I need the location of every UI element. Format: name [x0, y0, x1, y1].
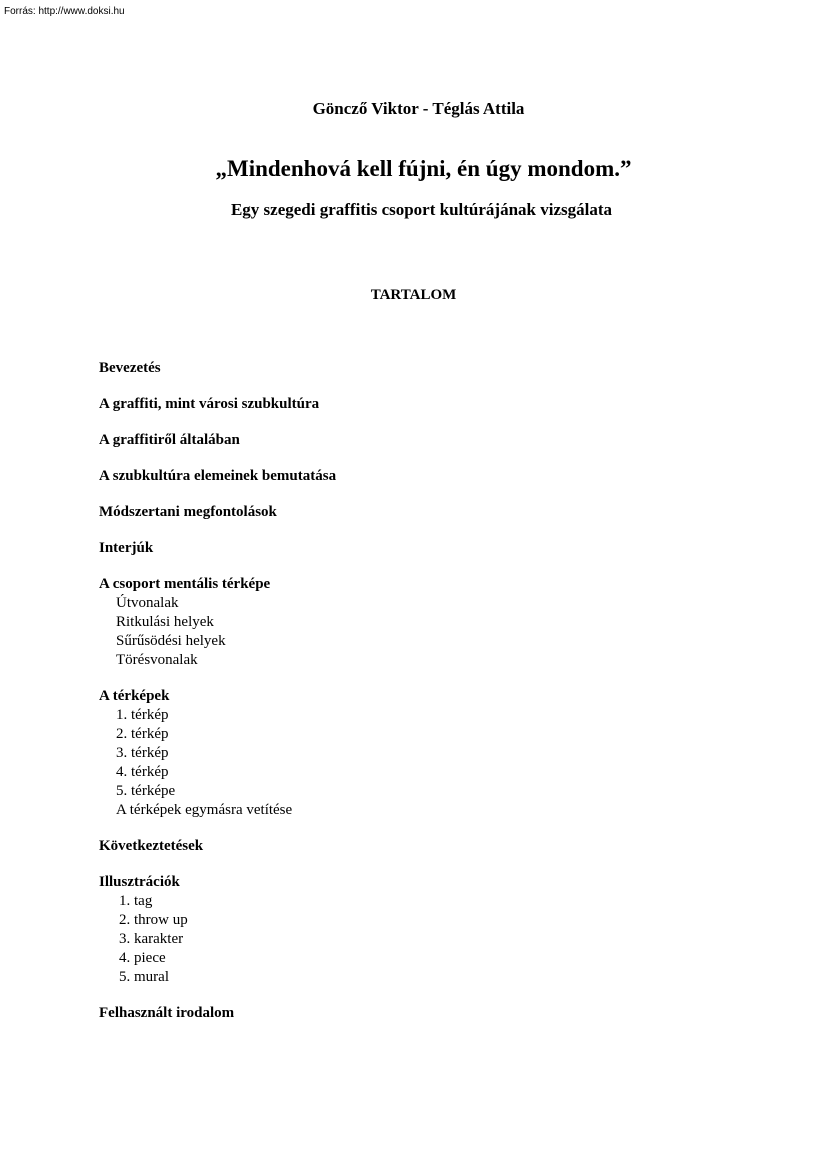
toc-section: [99, 837, 739, 856]
toc-entry: A szubkultúra elemeinek bemutatása: [99, 468, 337, 484]
toc-entry: Interjúk: [99, 540, 154, 556]
toc-subentry: 1. térkép: [116, 707, 169, 723]
toc-entry: A graffiti, mint városi szubkultúra: [99, 396, 320, 412]
toc-subentry: Útvonalak: [116, 595, 179, 611]
toc-subentry: 4. térkép: [116, 764, 169, 780]
toc-section: [99, 359, 739, 378]
toc-entry: Következtetések: [99, 838, 204, 854]
toc-entry: A csoport mentális térképe: [99, 576, 271, 592]
toc-entry: A térképek: [99, 688, 170, 704]
authors: Göncző Viktor - Téglás Attila: [312, 99, 525, 118]
toc-heading: TARTALOM: [370, 287, 457, 303]
toc-subentry: 5. mural: [119, 969, 169, 985]
toc-subentry: 2. throw up: [119, 912, 188, 928]
toc-section: [99, 687, 739, 820]
toc-entry: A graffitiről általában: [99, 432, 240, 448]
toc-subentry: 5. térképe: [116, 783, 176, 799]
toc-subentry: 3. térkép: [116, 745, 169, 761]
toc-section: [99, 467, 739, 486]
document-title: „Mindenhová kell fújni, én úgy mondom.”: [215, 156, 632, 181]
table-of-contents: [99, 359, 739, 1040]
toc-subentry: 4. piece: [119, 950, 166, 966]
toc-subentry: A térképek egymásra vetítése: [116, 802, 293, 818]
source-note: Forrás: http://www.doksi.hu: [4, 6, 125, 17]
toc-section: [99, 873, 739, 987]
document-subtitle: Egy szegedi graffitis csoport kultúrájának vizsgálata: [230, 200, 613, 219]
toc-subentry: 2. térkép: [116, 726, 169, 742]
toc-section: [99, 539, 739, 558]
toc-subentry: 3. karakter: [119, 931, 184, 947]
toc-section: [99, 1004, 739, 1023]
toc-section: [99, 575, 739, 670]
toc-section: [99, 503, 739, 522]
toc-subentry: Ritkulási helyek: [116, 614, 214, 630]
toc-entry: Módszertani megfontolások: [99, 504, 277, 520]
toc-section: [99, 395, 739, 414]
toc-subentry: Sűrűsödési helyek: [116, 633, 226, 649]
toc-entry: Illusztrációk: [99, 874, 180, 890]
toc-entry: Bevezetés: [99, 360, 161, 376]
toc-subentry: 1. tag: [119, 893, 153, 909]
toc-entry: Felhasznált irodalom: [99, 1005, 235, 1021]
toc-section: [99, 431, 739, 450]
toc-subentry: Törésvonalak: [116, 652, 198, 668]
